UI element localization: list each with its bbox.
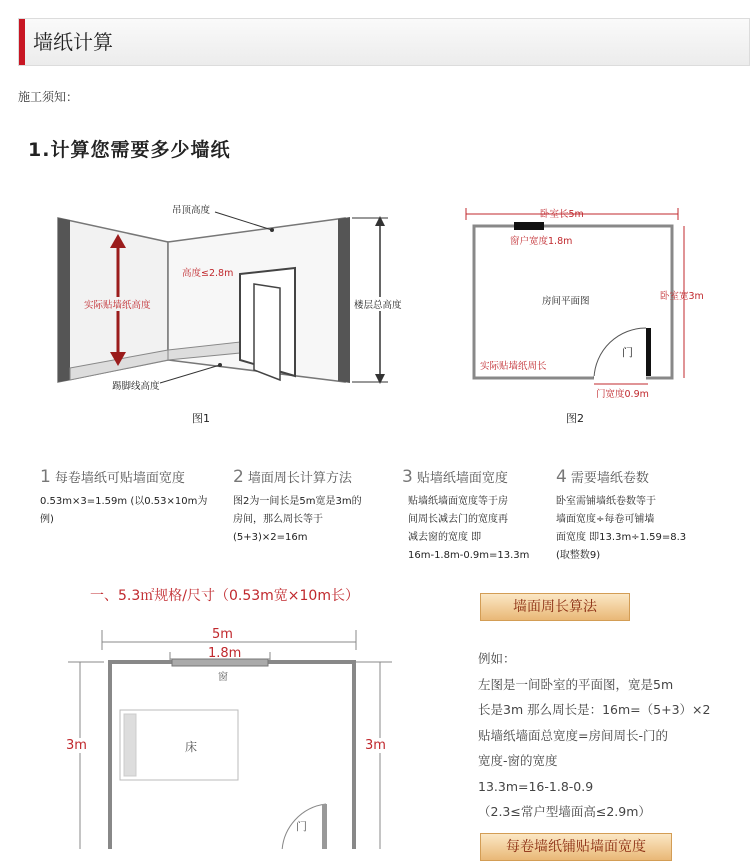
ceiling-point	[270, 228, 274, 232]
room-length-label: 卧室长5m	[540, 209, 584, 220]
room-width-label: 卧室宽3m	[660, 291, 704, 302]
example-line: 左图是一间卧室的平面图，宽是5m	[478, 676, 674, 692]
page-header	[18, 18, 750, 66]
roll-width-button[interactable]: 每卷墙纸铺贴墙面宽度	[480, 833, 672, 861]
step-3	[402, 467, 552, 565]
step-3-line: 贴墙纸墙面宽度等于房	[408, 496, 508, 507]
height-limit-label: 高度≤2.8m	[182, 268, 234, 279]
ceiling-height-label: 吊顶高度	[172, 205, 211, 216]
window-label: 窗	[218, 672, 228, 683]
baseboard-point	[218, 363, 222, 367]
window-width-label: 窗户宽度1.8m	[510, 236, 573, 247]
floor-height-label: 楼层总高度	[354, 297, 402, 311]
step-4-line: (取整数9)	[556, 550, 601, 561]
dim-right-label: 3m	[365, 738, 386, 753]
step-3-title	[402, 467, 552, 487]
example-line: 13.3m=16-1.8-0.9	[478, 778, 594, 794]
bed-label: 床	[185, 740, 198, 754]
step-4-title-text: 需要墙纸卷数	[570, 471, 649, 486]
step-3-number: 3	[402, 467, 413, 487]
example-line: 长是3m 那么周长是：16m=（5+3）×2	[478, 702, 711, 717]
door-width-label: 门宽度0.9m	[596, 389, 649, 400]
baseboard-leader	[160, 365, 220, 383]
step-4-line: 面宽度 即13.3m÷1.59=8.3	[556, 532, 687, 543]
door-label-plan: 门	[296, 820, 307, 833]
step-2-line: 图2为一间长是5m宽是3m的	[233, 496, 362, 507]
step-2-line: 房间，那么周长等于	[233, 514, 323, 525]
example-line: 贴墙纸墙面总宽度=房间周长-门的	[478, 727, 668, 743]
example-text	[478, 646, 738, 825]
step-2-number: 2	[233, 467, 244, 487]
step-3-title-text: 贴墙纸墙面宽度	[416, 471, 508, 486]
step-4-title	[556, 467, 726, 487]
perimeter-method-button[interactable]: 墙面周长算法	[480, 593, 630, 621]
step-3-text	[402, 493, 552, 565]
step-2	[233, 467, 398, 547]
floor-plan-label: 房间平面图	[542, 296, 590, 307]
door-label: 门	[622, 346, 633, 359]
bed-pillow	[124, 714, 136, 776]
page-title: 墙纸计算	[33, 30, 113, 54]
step-3-line: 间周长减去门的宽度再	[408, 514, 508, 525]
dim-left-label: 3m	[66, 738, 87, 753]
dim-5m-label: 5m	[212, 627, 233, 642]
ceiling-leader	[215, 212, 272, 230]
bed	[120, 710, 238, 780]
step-1	[40, 467, 220, 529]
example-line: （2.3≤常户型墙面高≤2.9m）	[478, 804, 651, 819]
step-3-line: 减去窗的宽度 即	[408, 532, 482, 543]
left-wall-edge	[58, 218, 70, 382]
step-2-title	[233, 467, 398, 487]
header-accent	[19, 19, 25, 65]
window-mark	[514, 222, 544, 230]
step-1-title-text: 每卷墙纸可贴墙面宽度	[54, 471, 185, 486]
step-1-text	[40, 493, 220, 529]
baseboard-label: 踢脚线高度	[112, 381, 160, 392]
door-leaf	[322, 804, 327, 849]
spec-title: 一、5.3㎡规格/尺寸（0.53m宽×10m长）	[90, 588, 359, 604]
step-2-line: (5+3)×2=16m	[233, 532, 308, 543]
step-4-number: 4	[556, 467, 567, 487]
step-3-line: 16m-1.8m-0.9m=13.3m	[408, 550, 530, 561]
section-heading: 1.计算您需要多少墙纸	[28, 139, 231, 161]
step-4-line: 卧室需铺墙纸卷数等于	[556, 496, 656, 507]
step-4-line: 墙面宽度÷每卷可铺墙	[556, 514, 655, 525]
step-1-number: 1	[40, 467, 51, 487]
step-4-text	[556, 493, 726, 565]
right-wall-edge	[338, 217, 350, 383]
step-1-line: 例)	[40, 514, 54, 525]
figure-1-caption: 图1	[192, 412, 210, 425]
figure-2-caption: 图2	[566, 412, 584, 425]
construction-notice: 施工须知：	[18, 90, 79, 104]
dim-window-label: 1.8m	[208, 646, 242, 661]
door-leaf	[254, 284, 280, 380]
step-1-line: 0.53m×3=1.59m (以0.53×10m为	[40, 496, 208, 507]
door-swing	[594, 328, 646, 378]
step-4	[556, 467, 726, 565]
step-2-title-text: 墙面周长计算方法	[247, 471, 352, 486]
example-line: 例如：	[478, 651, 516, 666]
perimeter-label: 实际贴墙纸周长	[480, 361, 547, 372]
step-1-title	[40, 467, 220, 487]
step-2-text	[233, 493, 398, 547]
actual-height-label: 实际贴墙纸高度	[84, 297, 151, 311]
example-line: 宽度-窗的宽度	[478, 753, 558, 768]
door-mark	[646, 328, 651, 376]
